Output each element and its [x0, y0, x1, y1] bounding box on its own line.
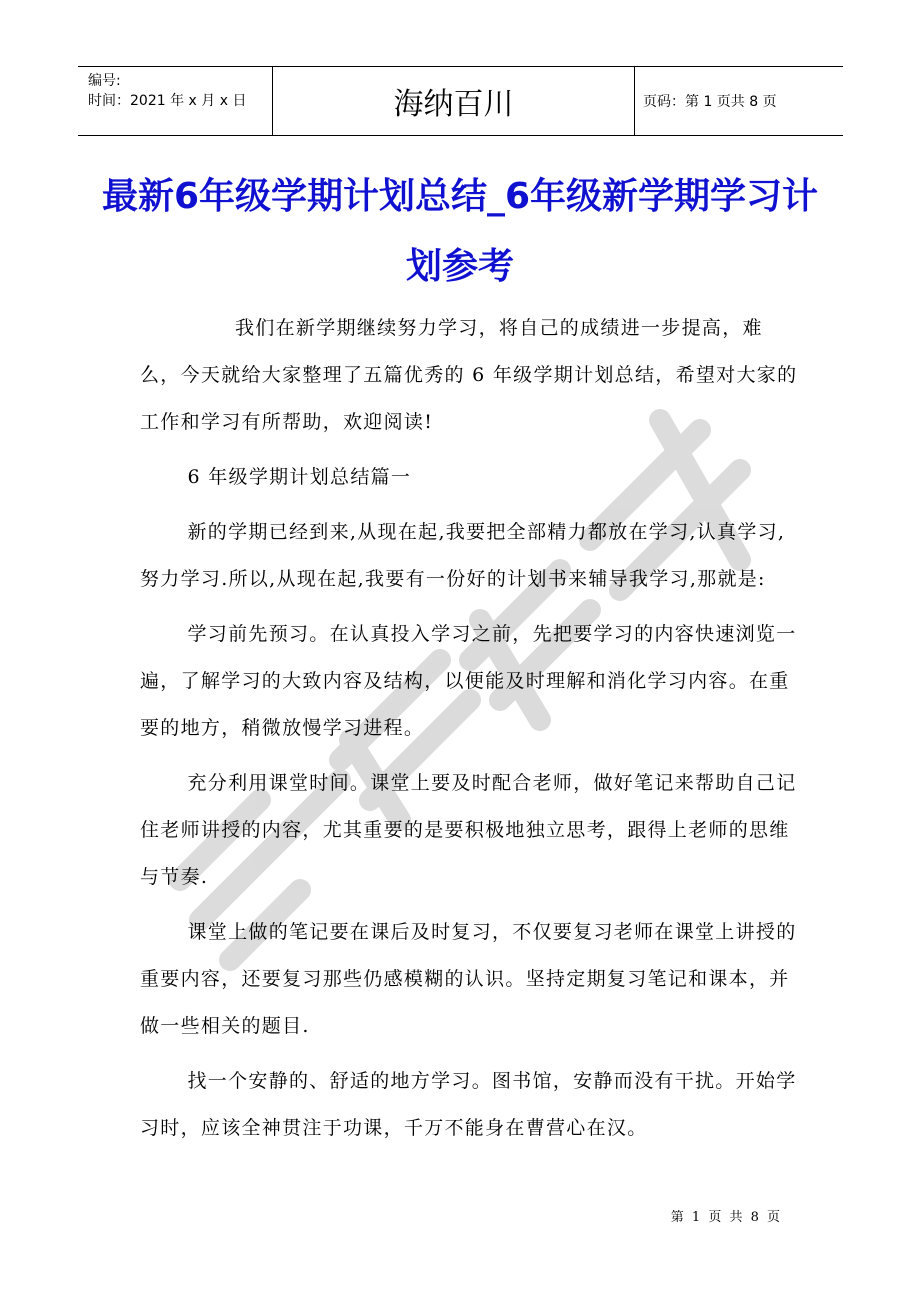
- document-header: [78, 66, 843, 136]
- paragraph: 找一个安静的、舒适的地方学习。图书馆，安静而没有干扰。开始学习时，应该全神贯注于功课，千万不能身在曹营心在汉。: [140, 1070, 797, 1139]
- document-body: [140, 305, 800, 1152]
- paragraph: 学习前先预习。在认真投入学习之前，先把要学习的内容快速浏览一遍，了解学习的大致内容及结构，以便能及时理解和消化学习内容。在重要的地方，稍微放慢学习进程。: [140, 623, 797, 739]
- watermark-text: 严禁复制: [450, 732, 490, 743]
- time-label: 时间：2021 年 x 月 x 日: [88, 93, 247, 109]
- page-footer: 第 1 页 共 8 页: [670, 1210, 782, 1225]
- header-meta: [78, 67, 273, 135]
- paragraph: 充分利用课堂时间。课堂上要及时配合老师，做好笔记来帮助自己记住老师讲授的内容，尤其重要的是要积极地独立思考，跟得上老师的思维与节奏.: [140, 772, 797, 888]
- paragraph-intro: 我们在新学期继续努力学习，将自己的成绩进一步提高，难么，今天就给大家整理了五篇优秀的 6 年级学期计划总结，希望对大家的工作和学习有所帮助，欢迎阅读!: [140, 317, 798, 433]
- company-name: 海纳百川: [273, 67, 635, 135]
- page-info: 页码：第 1 页共 8 页: [643, 94, 777, 110]
- section-heading: 6 年级学期计划总结篇一: [187, 466, 412, 488]
- document-title: 最新6年级学期计划总结_6年级新学期学习计划参考: [101, 176, 819, 287]
- paragraph: 新的学期已经到来,从现在起,我要把全部精力都放在学习,认真学习,努力学习.所以,从现在起,我要有一份好的计划书来辅导我学习,那就是:: [140, 521, 786, 590]
- paragraph: 课堂上做的笔记要在课后及时复习，不仅要复习老师在课堂上讲授的重要内容，还要复习那些仍感模糊的认识。坚持定期复习笔记和课本，并做一些相关的题目.: [140, 921, 797, 1037]
- number-label: 编号:: [88, 73, 121, 89]
